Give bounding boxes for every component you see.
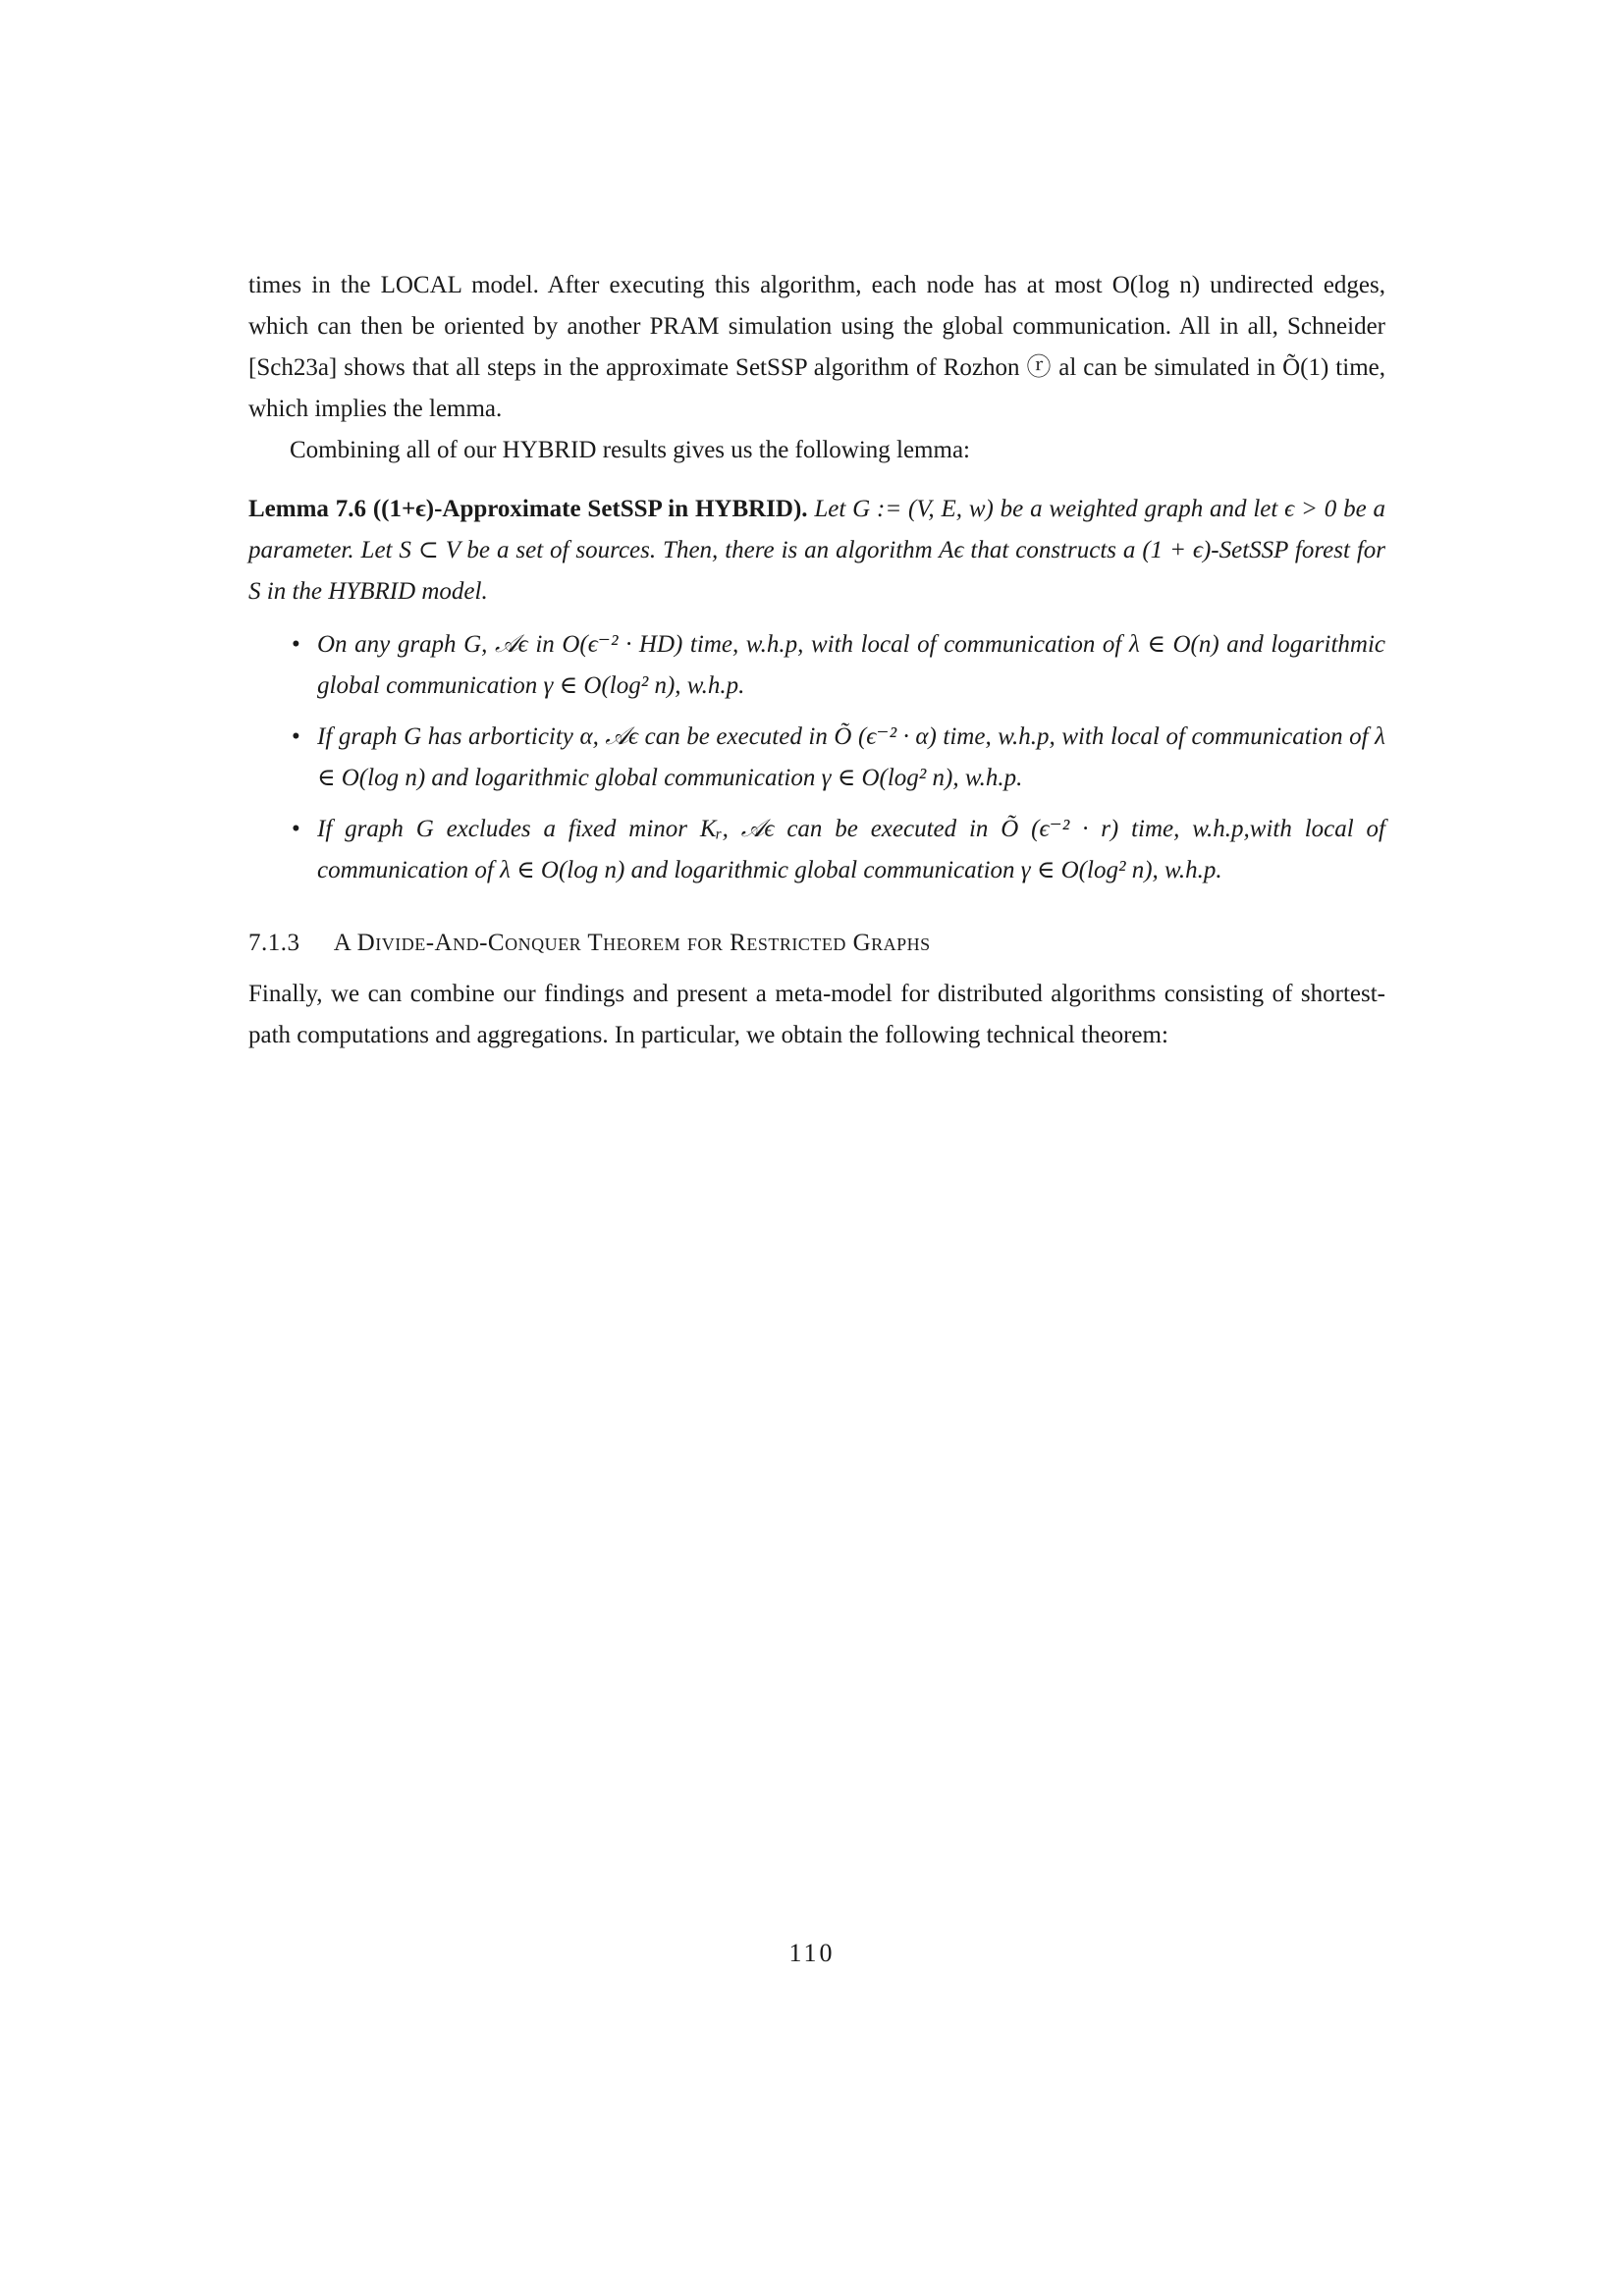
lemma-label: Lemma 7.6 (248, 496, 366, 522)
paragraph-2: Combining all of our HYBRID results gives us the following lemma: (290, 437, 970, 463)
section-heading (248, 923, 1385, 964)
lemma-title: ((1+ϵ)-Approximate SetSSP in HYBRID). (372, 496, 808, 522)
paragraph-1: times in the LOCAL model. After executing this algorithm, each node has at most O(log n) undirected edges, which can then be oriented by another PRAM simulation using the global communication. All in all, Schneider [Sch23a] shows that all steps in the approximate SetSSP algorithm of Rozhon ⓡ al can be simulated in Õ(1) time, which implies the lemma. (248, 272, 1385, 422)
section-title: A Divide-And-Conquer Theorem for Restricted Graphs (333, 930, 931, 956)
page-content (248, 265, 1385, 1056)
lemma-bullet-3: • If graph G excludes a fixed minor Kᵣ, 𝒜ϵ can be executed in Õ (ϵ⁻² · r) time, w.h.p,with local of communication of λ ∈ O(log n) and logarithmic global communication γ ∈ O(log² n), w.h.p. (317, 809, 1385, 891)
lemma-body: Let G := (V, E, w) be a weighted graph and let ϵ > 0 be a parameter. Let S ⊂ V be a set of sources. Then, there is an algorithm Aϵ that constructs a (1 + ϵ)-SetSSP forest for S in the HYBRID model. (248, 496, 1386, 605)
paragraph-3: Finally, we can combine our findings and present a meta-model for distributed algorithms consisting of shortest-path computations and aggregations. In particular, we obtain the following technical theorem: (248, 981, 1385, 1048)
lemma-bullet-list (248, 624, 1385, 891)
lemma-bullet-1: • On any graph G, 𝒜ϵ in O(ϵ⁻² · HD) time, w.h.p, with local of communication of λ ∈ O(n) and logarithmic global communication γ ∈ O(log² n), w.h.p. (317, 624, 1385, 707)
lemma-bullet-2: • If graph G has arborticity α, 𝒜ϵ can be executed in Õ (ϵ⁻² · α) time, w.h.p, with local of communication of λ ∈ O(log n) and logarithmic global communication γ ∈ O(log² n), w.h.p. (317, 717, 1385, 799)
page-number: 110 (788, 1939, 836, 1967)
section-number: 7.1.3 (248, 930, 300, 956)
lemma-block (248, 489, 1385, 613)
